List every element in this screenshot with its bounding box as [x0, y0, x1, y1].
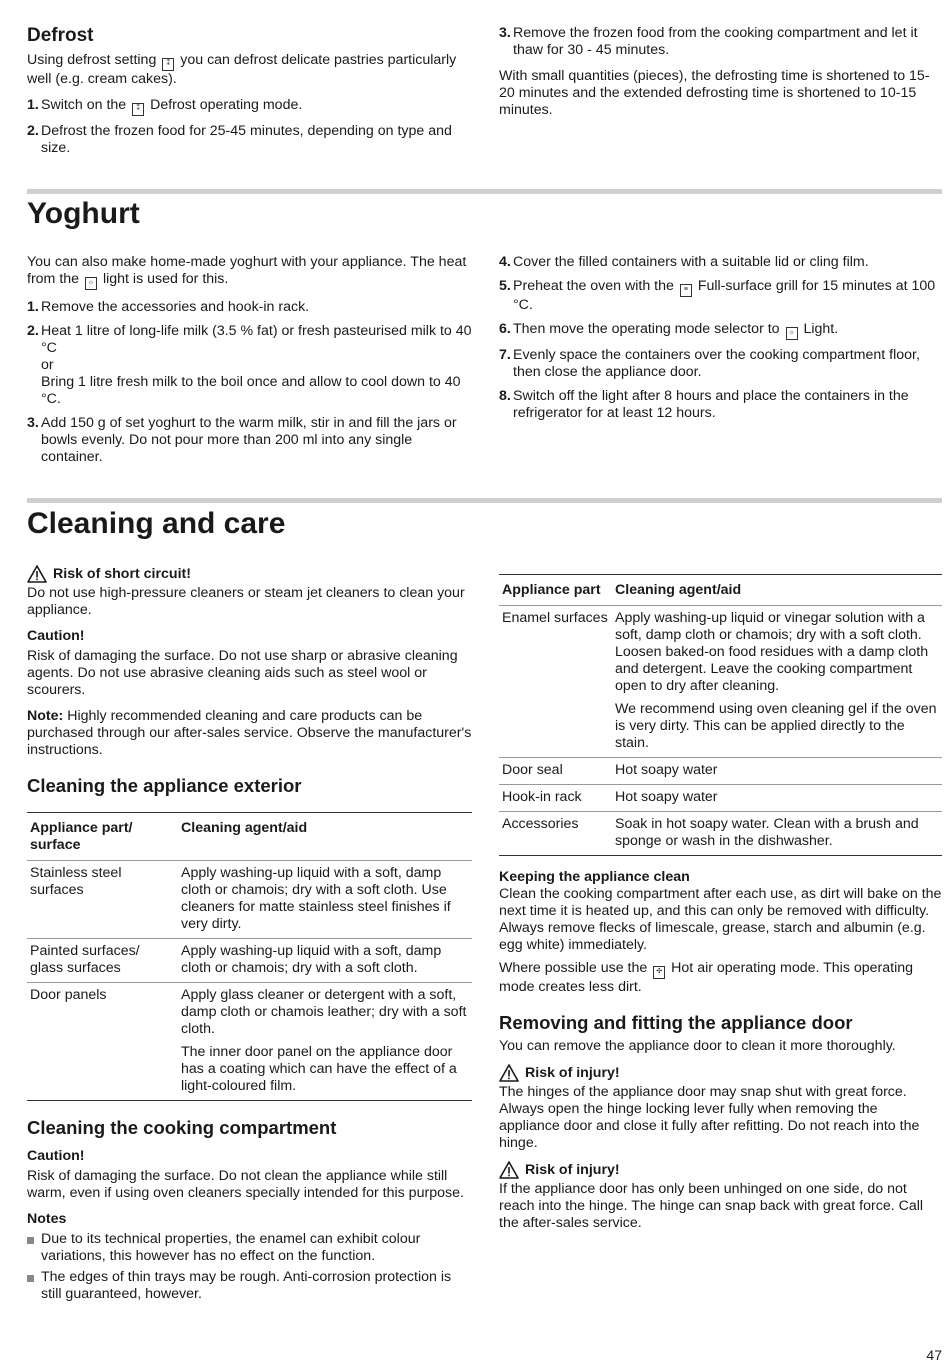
caution-text: Risk of damaging the surface. Do not use sharp or abrasive cleaning agents. Do not use abrasive cleaning aids such as steel wool or scourers.: [27, 648, 458, 698]
table-row: Enamel surfaces Apply washing-up liquid or vinegar solution with a soft, damp cloth or chamois; dry with a soft cloth. Loosen baked-on food residues with a damp cloth and detergent. Leave the cooking compartment open to dry after cleaning. We recommend using oven cleaning gel if the oven is very dirty. This can be applied directly to the stain.: [499, 606, 942, 758]
defrost-section: [27, 25, 472, 164]
warning-triangle-icon: [499, 1064, 519, 1082]
yoghurt-left: [27, 254, 472, 473]
light-icon: ☼: [786, 327, 798, 340]
defrost-icon: ⁑: [162, 58, 174, 71]
yoghurt-step-5: 5 . Preheat the oven with the ≡ Full-surface grill for 15 minutes at 100 °C.: [499, 278, 942, 314]
list-item: Due to its technical properties, the enamel can exhibit colour variations, this however has no effect on the function.: [27, 1231, 472, 1265]
keeping-title: Keeping the appliance clean: [499, 869, 690, 885]
section-divider: [27, 189, 942, 194]
defrost-icon: ⁑: [132, 103, 144, 116]
defrost-step-3: 3 . Remove the frozen food from the cooking compartment and let it thaw for 30 - 45 minutes.: [499, 25, 942, 59]
door-title: Removing and fitting the appliance door: [499, 1012, 853, 1033]
yoghurt-step-8: 8 . Switch off the light after 8 hours and place the containers in the refrigerator for at least 12 hours.: [499, 388, 942, 422]
page-number: 47: [926, 1347, 942, 1363]
table-row: Painted surfaces/ glass surfaces Apply washing-up liquid with a soft, damp cloth or chamois; dry with a soft cloth.: [27, 939, 472, 983]
cleaning-left: [27, 565, 472, 1307]
yoghurt-step-1: 1 . Remove the accessories and hook-in rack.: [27, 299, 472, 316]
table-row: Door panels Apply glass cleaner or detergent with a soft, damp cloth or chamois leather; dry with a soft cloth. The inner door panel on the appliance door has a coating which can have the effect of a light-coloured film.: [27, 983, 472, 1101]
defrost-intro: Using defrost setting ⁑ you can defrost delicate pastries particularly well (e.g. cream cakes).: [27, 52, 457, 87]
yoghurt-step-6: 6 . Then move the operating mode selector to ☼ Light.: [499, 321, 942, 340]
warning-injury-2-text: If the appliance door has only been unhinged on one side, do not reach into the hinge. The hinge can snap back with great force. Call the after-sales service.: [499, 1181, 924, 1231]
keeping-text-2: Where possible use the ✣ Hot air operating mode. This operating mode creates less dirt.: [499, 960, 914, 995]
full-surface-grill-icon: ≡: [680, 284, 692, 297]
door-intro: You can remove the appliance door to clean it more thoroughly.: [499, 1038, 896, 1054]
caution-label: Caution!: [27, 628, 85, 644]
warning-short-circuit-text: Do not use high-pressure cleaners or steam jet cleaners to clean your appliance.: [27, 585, 465, 618]
yoghurt-title: Yoghurt: [27, 197, 140, 230]
section-divider: [27, 498, 942, 503]
warning-injury-2: Risk of injury!: [499, 1161, 942, 1179]
compartment-caution-label: Caution!: [27, 1148, 85, 1164]
warning-short-circuit: Risk of short circuit!: [27, 565, 472, 583]
yoghurt-intro: You can also make home-made yoghurt with your appliance. The heat from the ☼ light is used for this.: [27, 254, 472, 290]
compartment-caution-text: Risk of damaging the surface. Do not clean the appliance while still warm, even if using oven cleaners specially intended for this purpose.: [27, 1168, 464, 1201]
table-header-agent: Cleaning agent/aid: [615, 582, 742, 598]
exterior-title: Cleaning the appliance exterior: [27, 775, 302, 796]
keeping-text: Clean the cooking compartment after each use, as dirt will bake on the next time it is heated up, and this can only be removed with difficulty. Always remove flecks of limescale, grease, starch and albumin (e.g. egg white) immediately.: [499, 886, 942, 953]
cleaning-title: Cleaning and care: [27, 507, 286, 540]
compartment-table: [499, 574, 942, 856]
notes-label: Notes: [27, 1211, 67, 1227]
hot-air-icon: ✣: [653, 966, 665, 979]
table-header-row: [27, 813, 472, 861]
defrost-step-2: 2 . Defrost the frozen food for 25-45 minutes, depending on type and size.: [27, 123, 472, 157]
yoghurt-step-4: 4 . Cover the filled containers with a suitable lid or cling film.: [499, 254, 942, 271]
table-row: Stainless steel surfaces Apply washing-up liquid with a soft, damp cloth or chamois; dry with a soft cloth. Use cleaners for matte stainless steel finishes if very dirty.: [27, 861, 472, 939]
yoghurt-step-3: 3 . Add 150 g of set yoghurt to the warm milk, stir in and fill the jars or bowls evenly. Do not pour more than 200 ml into any single container.: [27, 415, 472, 466]
list-item: The edges of thin trays may be rough. Anti-corrosion protection is still guaranteed, however.: [27, 1269, 472, 1303]
warning-triangle-icon: [499, 1161, 519, 1179]
warning-injury-1: Risk of injury!: [499, 1064, 942, 1082]
light-icon: ☼: [85, 277, 97, 290]
yoghurt-right: [499, 254, 942, 429]
table-header-agent: Cleaning agent/aid: [181, 820, 308, 836]
warning-triangle-icon: [27, 565, 47, 583]
warning-injury-1-text: The hinges of the appliance door may snap shut with great force. Always open the hinge locking lever fully when removing the appliance door and close it fully after refitting. Do not reach into the hinge.: [499, 1084, 920, 1151]
table-row: Hook-in rack Hot soapy water: [499, 785, 942, 812]
table-row: Accessories Soak in hot soapy water. Clean with a brush and sponge or wash in the dishwasher.: [499, 812, 942, 856]
table-row: Door seal Hot soapy water: [499, 758, 942, 785]
compartment-title: Cleaning the cooking compartment: [27, 1117, 337, 1138]
exterior-table: [27, 812, 472, 1101]
defrost-note: With small quantities (pieces), the defrosting time is shortened to 15-20 minutes and the extended defrosting time is shortened to 10-15 minutes.: [499, 68, 930, 118]
cleaning-right: [499, 574, 942, 1232]
defrost-step-1: 1 . Switch on the ⁑ Defrost operating mode.: [27, 97, 472, 116]
yoghurt-step-7: 7 . Evenly space the containers over the cooking compartment floor, then close the appliance door.: [499, 347, 942, 381]
yoghurt-step-2: 2 . Heat 1 litre of long-life milk (3.5 % fat) or fresh pasteurised milk to 40 °C or Bring 1 litre fresh milk to the boil once and allow to cool down to 40 °C.: [27, 323, 472, 408]
defrost-title: Defrost: [27, 25, 94, 46]
table-header-row: [499, 575, 942, 606]
table-header-part: Appliance part: [502, 582, 601, 598]
defrost-section-cont: [499, 25, 942, 119]
note: Note: Highly recommended cleaning and care products can be purchased through our after-sales service. Observe the manufacturer's instructions.: [27, 708, 472, 758]
table-header-part: Appliance part/ surface: [30, 820, 133, 853]
